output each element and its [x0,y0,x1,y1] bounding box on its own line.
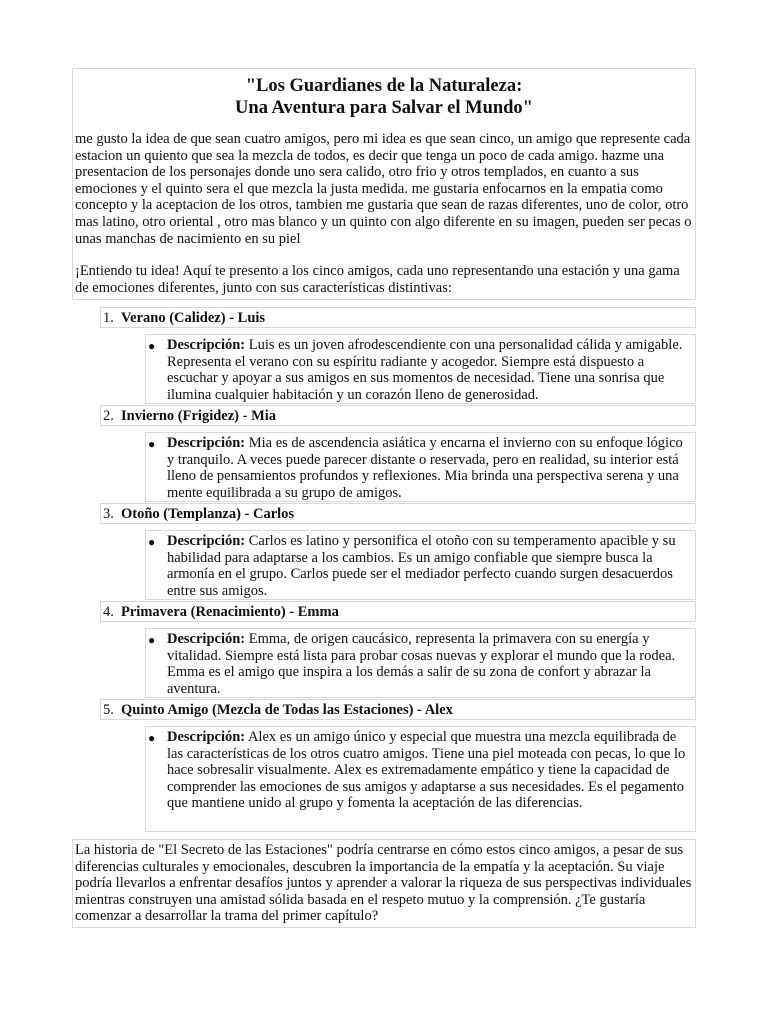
character-description [145,726,696,832]
intro-section [72,68,696,300]
character-description [145,530,696,600]
description-text: Alex es un amigo único y especial que muestra una mezcla equilibrada de las características de los otros cuatro amigos. Tiene una piel moteada con pecas, lo que lo hace sobresalir visualmente. Alex es extremadamente empático y tiene la capacidad de comprender las emociones de sus amigos y adaptarse a sus necesidades. Es el pegamento que mantiene unido al grupo y fomenta la aceptación de las diferencias. [167,729,686,812]
description-label: Descripción: [167,631,246,647]
character-name: Primavera (Renacimiento) - Emma [121,604,339,620]
list-number: 3. [103,506,114,522]
bullet-icon: ● [148,535,156,549]
description-text: Carlos es latino y personifica el otoño con su temperamento apacible y su habilidad para adaptarse a los cambios. Es un amigo confiable que siempre busca la armonía en el grupo. Carlos puede ser el mediador perfecto cuando surgen desacuerdos entre sus amigos. [167,533,676,599]
bullet-icon: ● [148,633,156,647]
bullet-icon: ● [148,339,156,353]
description-text: Mia es de ascendencia asiática y encarna el invierno con su enfoque lógico y tranquilo. A veces puede parecer distante o reservada, pero en realidad, su interior está lleno de pensamientos profundos y reflexiones. Mia brinda una perspectiva serena y una mente equilibrada a su grupo de amigos. [167,435,683,501]
list-item-title [100,699,696,720]
closing-text: La historia de "El Secreto de las Estaciones" podría centrarse en cómo estos cinco amigos, a pesar de sus diferencias culturales y emocionales, descubren la importancia de la empatía y la aceptación. Su viaje podría llevarlos a enfrentar desafíos juntos y aprender a valorar la riqueza de sus perspectivas individuales mientras construyen una amistad sólida basada en el respeto mutuo y la comprensión. ¿Te gustaría comenzar a desarrollar la trama del primer capítulo? [75,842,692,925]
list-number: 4. [103,604,114,620]
title-line-2: Una Aventura para Salvar el Mundo" [235,98,533,118]
character-name: Otoño (Templanza) - Carlos [121,506,295,522]
list-item-title [100,307,696,328]
closing-section [72,839,696,928]
description-text: Emma, de origen caucásico, representa la primavera con su energía y vitalidad. Siempre está lista para probar cosas nuevas y explorar el mundo que la rodea. Emma es el amigo que inspira a los demás a salir de su zona de confort y abrazar la aventura. [167,631,676,697]
list-item-title [100,601,696,622]
character-name: Quinto Amigo (Mezcla de Todas las Estaciones) - Alex [121,702,453,718]
user-prompt-text: me gusto la idea de que sean cuatro amigos, pero mi idea es que sean cinco, un amigo que represente cada estacion un quiento que sea la mezcla de todos, es decir que tenga un poco de cada amigo. hazme una presentacion de los personajes donde uno sera calido, otro frio y otros templados, en cuanto a sus emociones y el quinto sera el que mezcla la justa medida. me gustaria enfocarnos en la empatia como concepto y la aceptacion de los otros, tambien me gustaria que sean de razas diferentes, uno de color, otro mas latino, otro oriental , otro mas blanco y un quinto con algo diferente en su imagen, pueden ser pecas o unas manchas de nacimiento en su piel [75,131,692,247]
description-label: Descripción: [167,533,246,549]
character-description [145,628,696,698]
bullet-icon: ● [148,437,156,451]
character-name: Invierno (Frigidez) - Mia [121,408,277,424]
document-title [75,75,693,119]
list-number: 5. [103,702,114,718]
list-item-title [100,405,696,426]
description-label: Descripción: [167,337,246,353]
character-name: Verano (Calidez) - Luis [121,310,266,326]
list-number: 2. [103,408,114,424]
description-label: Descripción: [167,435,246,451]
character-description [145,432,696,502]
character-description [145,334,696,404]
list-number: 1. [103,310,114,326]
title-line-1: "Los Guardianes de la Naturaleza: [245,76,523,96]
intro-text: ¡Entiendo tu idea! Aquí te presento a los cinco amigos, cada uno representando una estación y una gama de emociones diferentes, junto con sus características distintivas: [75,263,680,296]
list-item-title [100,503,696,524]
description-text: Luis es un joven afrodescendiente con una personalidad cálida y amigable. Representa el verano con su espíritu radiante y acogedor. Siempre está dispuesto a escuchar y apoyar a sus amigos en sus momentos de necesidad. Tiene una sonrisa que ilumina cualquier habitación y un corazón lleno de generosidad. [167,337,683,403]
bullet-icon: ● [148,731,156,745]
description-label: Descripción: [167,729,246,745]
